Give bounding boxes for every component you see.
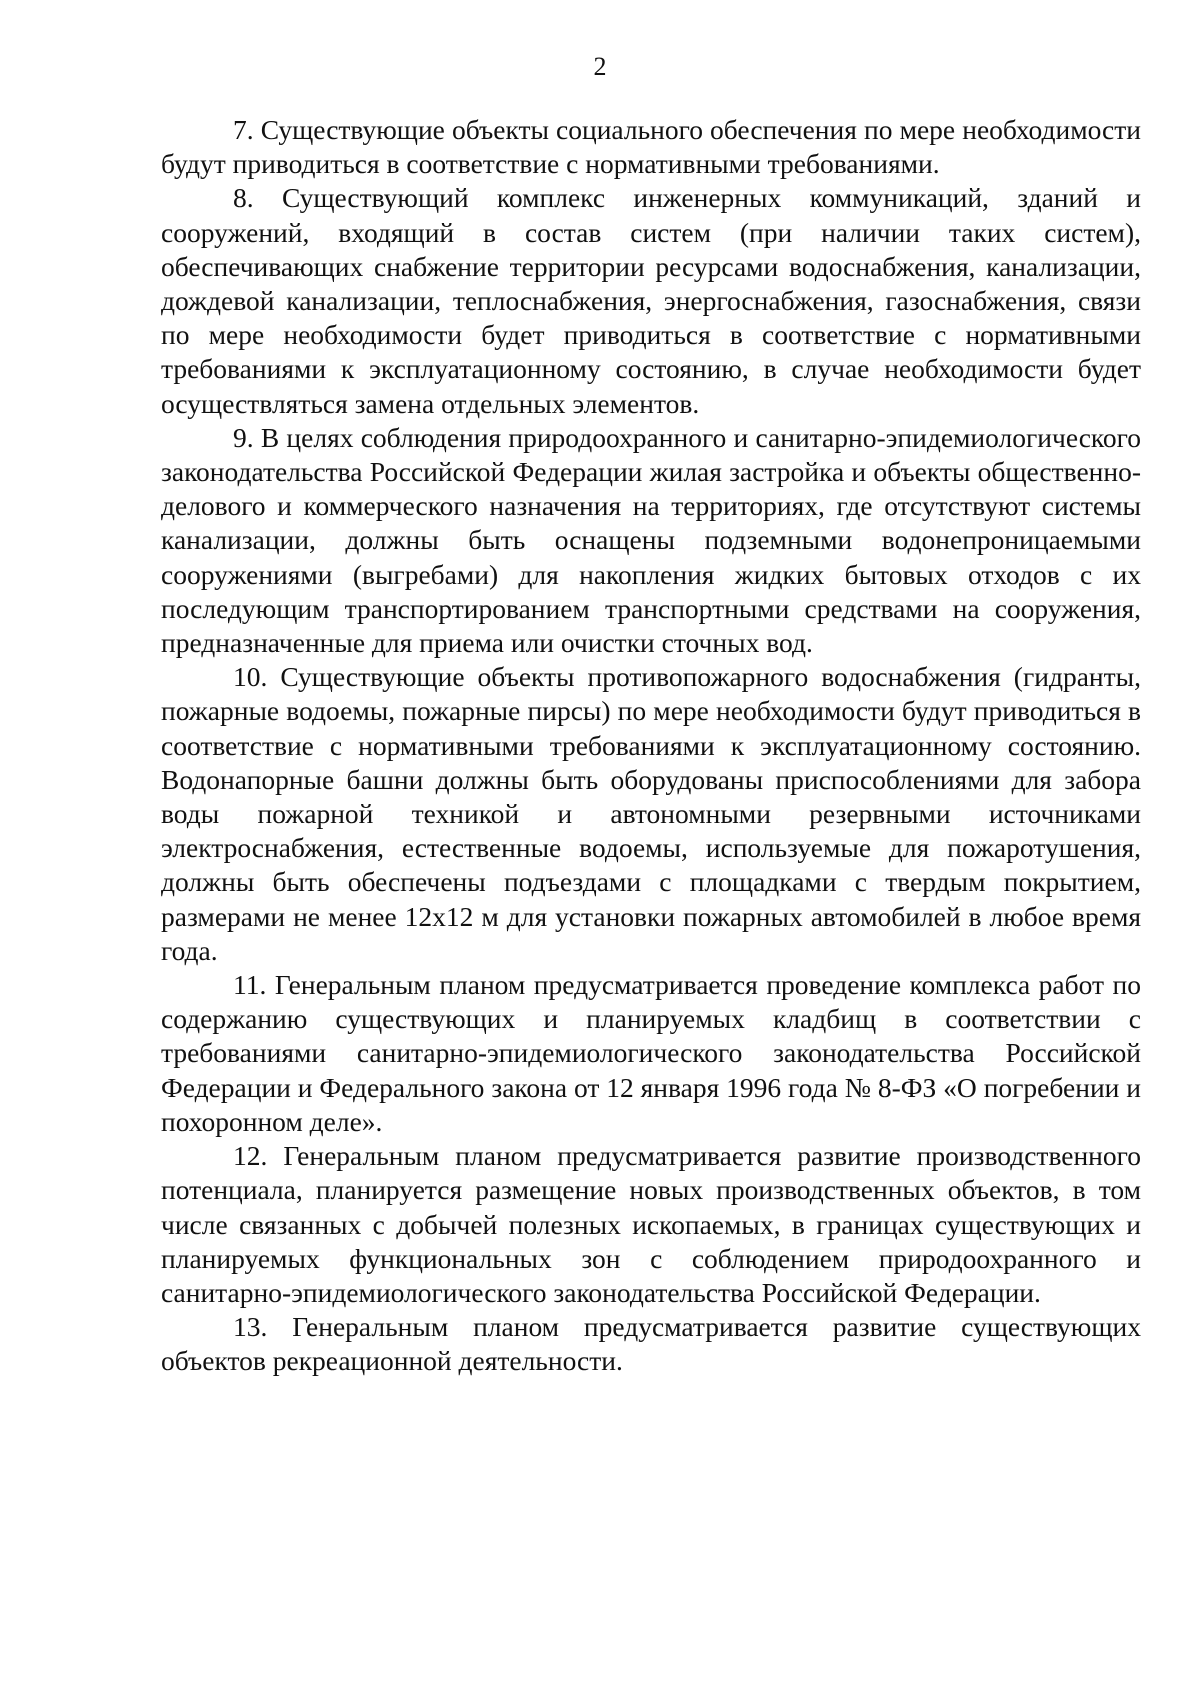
paragraph-12: 12. Генеральным планом предусматривается развитие производственного потенциала, планируется размещение новых производственных объектов, в том числе связанных с добычей полезных ископаемых, в границах существующих и планируемых функциональных зон с соблюдением природоохранного и санитарно-эпидемиологического законодательства Российской Федерации. [161, 1140, 1141, 1308]
paragraph-9: 9. В целях соблюдения природоохранного и санитарно-эпидемиологического законодательства Российской Федерации жилая застройка и объекты общественно-делового и коммерческого назначения на территориях, где отсутствуют системы канализации, должны быть оснащены подземными водонепроницаемыми сооружениями (выгребами) для накопления жидких бытовых отходов с их последующим транспортированием транспортными средствами на сооружения, предназначенные для приема или очистки сточных вод. [161, 421, 1141, 659]
page-number: 2 [593, 52, 607, 81]
document-body [161, 113, 1141, 1379]
paragraph-8: 8. Существующий комплекс инженерных коммуникаций, зданий и сооружений, входящий в состав систем (при наличии таких систем), обеспечивающих снабжение территории ресурсами водоснабжения, канализации, дождевой канализации, теплоснабжения, энергоснабжения, газоснабжения, связи по мере необходимости будет приводиться в соответствие с нормативными требованиями к эксплуатационному состоянию, в случае необходимости будет осуществляться замена отдельных элементов. [161, 182, 1141, 419]
paragraph-11: 11. Генеральным планом предусматривается проведение комплекса работ по содержанию существующих и планируемых кладбищ в соответствии с требованиями санитарно-эпидемиологического законодательства Российской Федерации и Федерального закона от 12 января 1996 года № 8-ФЗ «О погребении и похоронном деле». [161, 969, 1141, 1137]
paragraph-13: 13. Генеральным планом предусматривается развитие существующих объектов рекреационной деятельности. [161, 1311, 1141, 1377]
paragraph-7: 7. Существующие объекты социального обеспечения по мере необходимости будут приводиться в соответствие с нормативными требованиями. [161, 114, 1141, 180]
paragraph-10: 10. Существующие объекты противопожарного водоснабжения (гидранты, пожарные водоемы, пожарные пирсы) по мере необходимости будут приводиться в соответствие с нормативными требованиями к эксплуатационному состоянию. Водонапорные башни должны быть оборудованы приспособлениями для забора воды пожарной техникой и автономными резервными источниками электроснабжения, естественные водоемы, используемые для пожаротушения, должны быть обеспечены подъездами с площадками с твердым покрытием, размерами не менее 12х12 м для установки пожарных автомобилей в любое время года. [161, 661, 1141, 966]
